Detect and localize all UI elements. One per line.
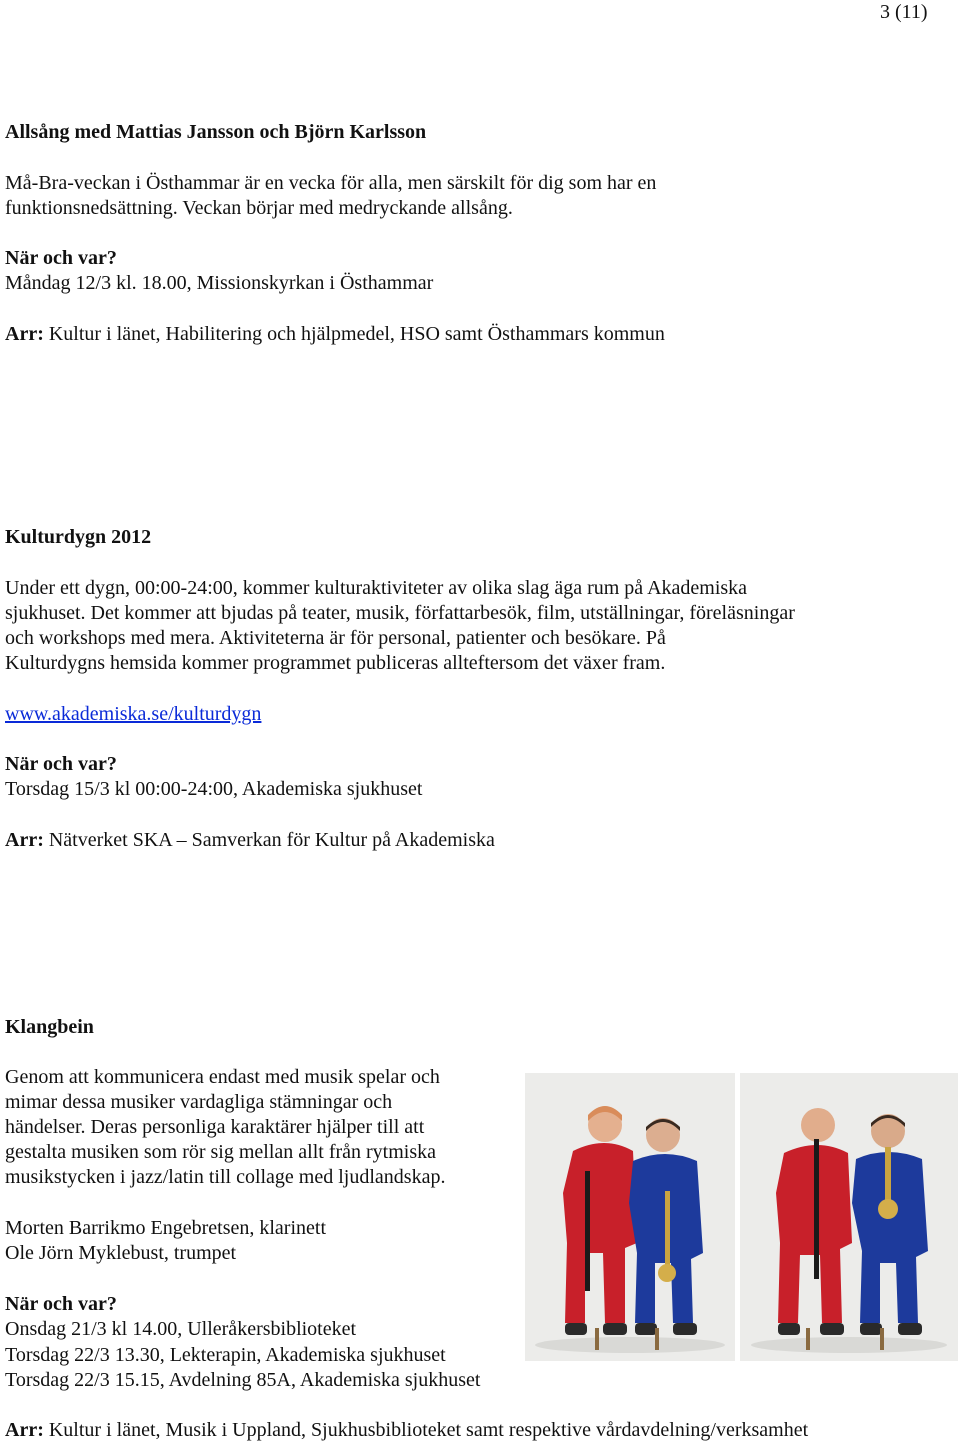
body-line: sjukhuset. Det kommer att bjudas på teater, musik, författarbesök, film, utställningar, föreläsningar [5, 602, 795, 624]
page-number: 3 (11) [880, 1, 928, 23]
body-line: funktionsnedsättning. Veckan börjar med medryckande allsång. [5, 197, 513, 219]
when-where-line: Torsdag 22/3 15.15, Avdelning 85A, Akademiska sjukhuset [5, 1369, 481, 1391]
when-where-line: Torsdag 22/3 13.30, Lekterapin, Akademiska sjukhuset [5, 1344, 446, 1366]
organizer-text: Nätverket SKA – Samverkan för Kultur på Akademiska [43, 829, 495, 851]
section-title-klangbein: Klangbein [5, 1016, 94, 1038]
organizer-label: Arr: [5, 829, 44, 851]
when-where-label: När och var? [5, 1293, 117, 1315]
organizer-line [5, 322, 665, 347]
organizer-text: Kultur i länet, Musik i Uppland, Sjukhusbiblioteket samt respektive vårdavdelning/verksamhet [43, 1419, 809, 1441]
section-title-kulturdygn: Kulturdygn 2012 [5, 526, 152, 548]
klangbein-photo-2 [740, 1073, 958, 1361]
when-where-label: När och var? [5, 753, 117, 775]
organizer-text: Kultur i länet, Habilitering och hjälpmedel, HSO samt Östhammars kommun [43, 323, 665, 345]
body-line: Genom att kommunicera endast med musik spelar och [5, 1066, 440, 1088]
organizer-line [5, 1418, 808, 1443]
organizer-label: Arr: [5, 323, 44, 345]
organizer-line [5, 828, 495, 853]
when-where-label: När och var? [5, 247, 117, 269]
organizer-label: Arr: [5, 1419, 44, 1441]
body-line: händelser. Deras personliga karaktärer hjälper till att [5, 1116, 425, 1138]
performer-line: Ole Jörn Myklebust, trumpet [5, 1242, 237, 1264]
body-line: Under ett dygn, 00:00-24:00, kommer kulturaktiviteter av olika slag äga rum på Akademiska [5, 577, 748, 599]
body-line: och workshops med mera. Aktiviteterna är för personal, patienter och besökare. På [5, 627, 666, 649]
body-line: Kulturdygns hemsida kommer programmet publiceras allteftersom det växer fram. [5, 652, 666, 674]
when-where-line: Måndag 12/3 kl. 18.00, Missionskyrkan i Östhammar [5, 272, 434, 294]
body-line: mimar dessa musiker vardagliga stämningar och [5, 1091, 393, 1113]
performer-line: Morten Barrikmo Engebretsen, klarinett [5, 1217, 327, 1239]
kulturdygn-link[interactable]: www.akademiska.se/kulturdygn [5, 703, 262, 725]
body-line: gestalta musiken som rör sig mellan allt från rytmiska [5, 1141, 437, 1163]
when-where-line: Onsdag 21/3 kl 14.00, Ulleråkersbiblioteket [5, 1318, 357, 1340]
section-title-allsang: Allsång med Mattias Jansson och Björn Karlsson [5, 121, 427, 143]
when-where-line: Torsdag 15/3 kl 00:00-24:00, Akademiska sjukhuset [5, 778, 423, 800]
body-line: musikstycken i jazz/latin till collage med ljudlandskap. [5, 1166, 446, 1188]
body-line: Må-Bra-veckan i Östhammar är en vecka för alla, men särskilt för dig som har en [5, 172, 657, 194]
klangbein-photo-1 [525, 1073, 735, 1361]
